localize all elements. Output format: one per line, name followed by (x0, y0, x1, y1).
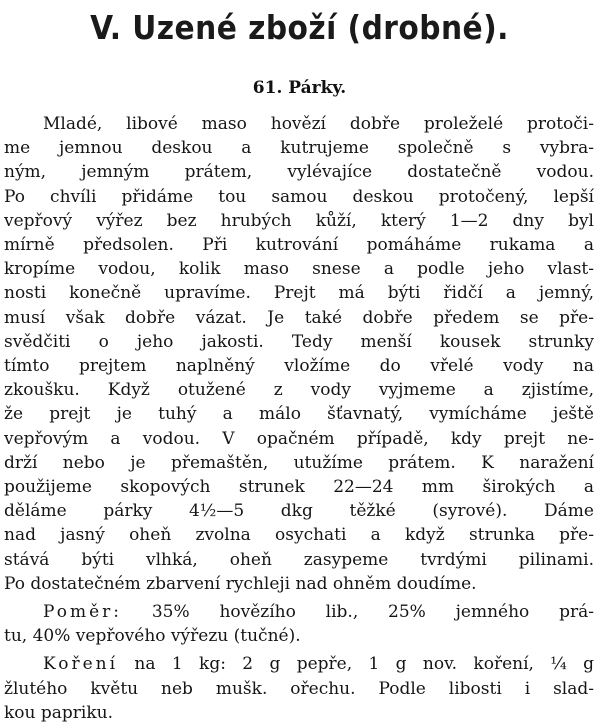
paragraph-line: zkoušku. Když otužené z vody vyjmeme a zjistíme, (4, 380, 594, 401)
ratio-line (4, 600, 594, 624)
paragraph-line: mírně předsolen. Při kutrování pomáháme rukama a (4, 235, 594, 256)
paragraph-line: me jemnou deskou a kutrujeme společně s vybra- (4, 138, 594, 159)
ratio-text: 35% hovězího lib., 25% jemného prá- (151, 602, 594, 623)
paragraph-line: použijeme skopových strunek 22—24 mm širokých a (4, 477, 594, 498)
spice-label: Koření (43, 654, 119, 675)
ratio-label: Poměr: (43, 602, 123, 623)
paragraph-line: Po dostatečném zbarvení rychleji nad ohněm doudíme. (4, 573, 477, 594)
paragraph-line: nosti konečně upravíme. Prejt má býti řidčí a jemný, (4, 283, 594, 304)
recipe-body (4, 112, 594, 725)
paragraph-line: ným, jemným prátem, vylévajíce dostatečně vodou. (4, 162, 594, 183)
paragraph-line: drží nebo je přemaštěn, utužíme prátem. K naražení (4, 452, 594, 473)
spice-line: žlutého květu neb mušk. ořechu. Podle libosti i slad- (4, 678, 594, 699)
paragraph-line: že prejt je tuhý a málo šťavnatý, vymícháme ještě (4, 404, 594, 425)
spice-line: kou papriku. (4, 702, 114, 723)
paragraph-line: stává býti vlhká, oheň zasypeme tvrdými pilinami. (4, 549, 594, 570)
chapter-title: V. Uzené zboží (drobné). (90, 8, 509, 47)
paragraph-line: vepřovým a vodou. V opačném případě, kdy prejt ne- (4, 428, 594, 449)
paragraph-line: kropíme vodou, kolik maso snese a podle jeho vlast- (4, 259, 594, 280)
paragraph-line: musí však dobře vázat. Je také dobře předem se pře- (4, 307, 594, 328)
paragraph-line: nad jasný oheň zvolna osychati a když strunka pře- (4, 525, 594, 546)
paragraph-line: děláme párky 4½—5 dkg těžké (syrové). Dáme (4, 501, 594, 522)
paragraph-line: Mladé, libové maso hovězí dobře proleželé protoči- (43, 114, 594, 134)
spice-line (4, 652, 594, 676)
paragraph-line: tímto prejtem naplněný vložíme do vřelé vody na (4, 356, 594, 377)
recipe-title: 61. Párky. (252, 78, 347, 98)
paragraph-line: Po chvíli přidáme tou samou deskou protočený, lepší (4, 186, 594, 207)
spice-text: na 1 kg: 2 g pepře, 1 g nov. koření, ¼ g (134, 654, 594, 675)
ratio-line: tu, 40% vepřového výřezu (tučné). (4, 626, 301, 647)
paragraph-line: svědčiti o jeho jakosti. Tedy menší kousek strunky (4, 331, 594, 352)
paragraph-line: vepřový výřez bez hrubých kůží, který 1—2 dny byl (4, 210, 594, 231)
